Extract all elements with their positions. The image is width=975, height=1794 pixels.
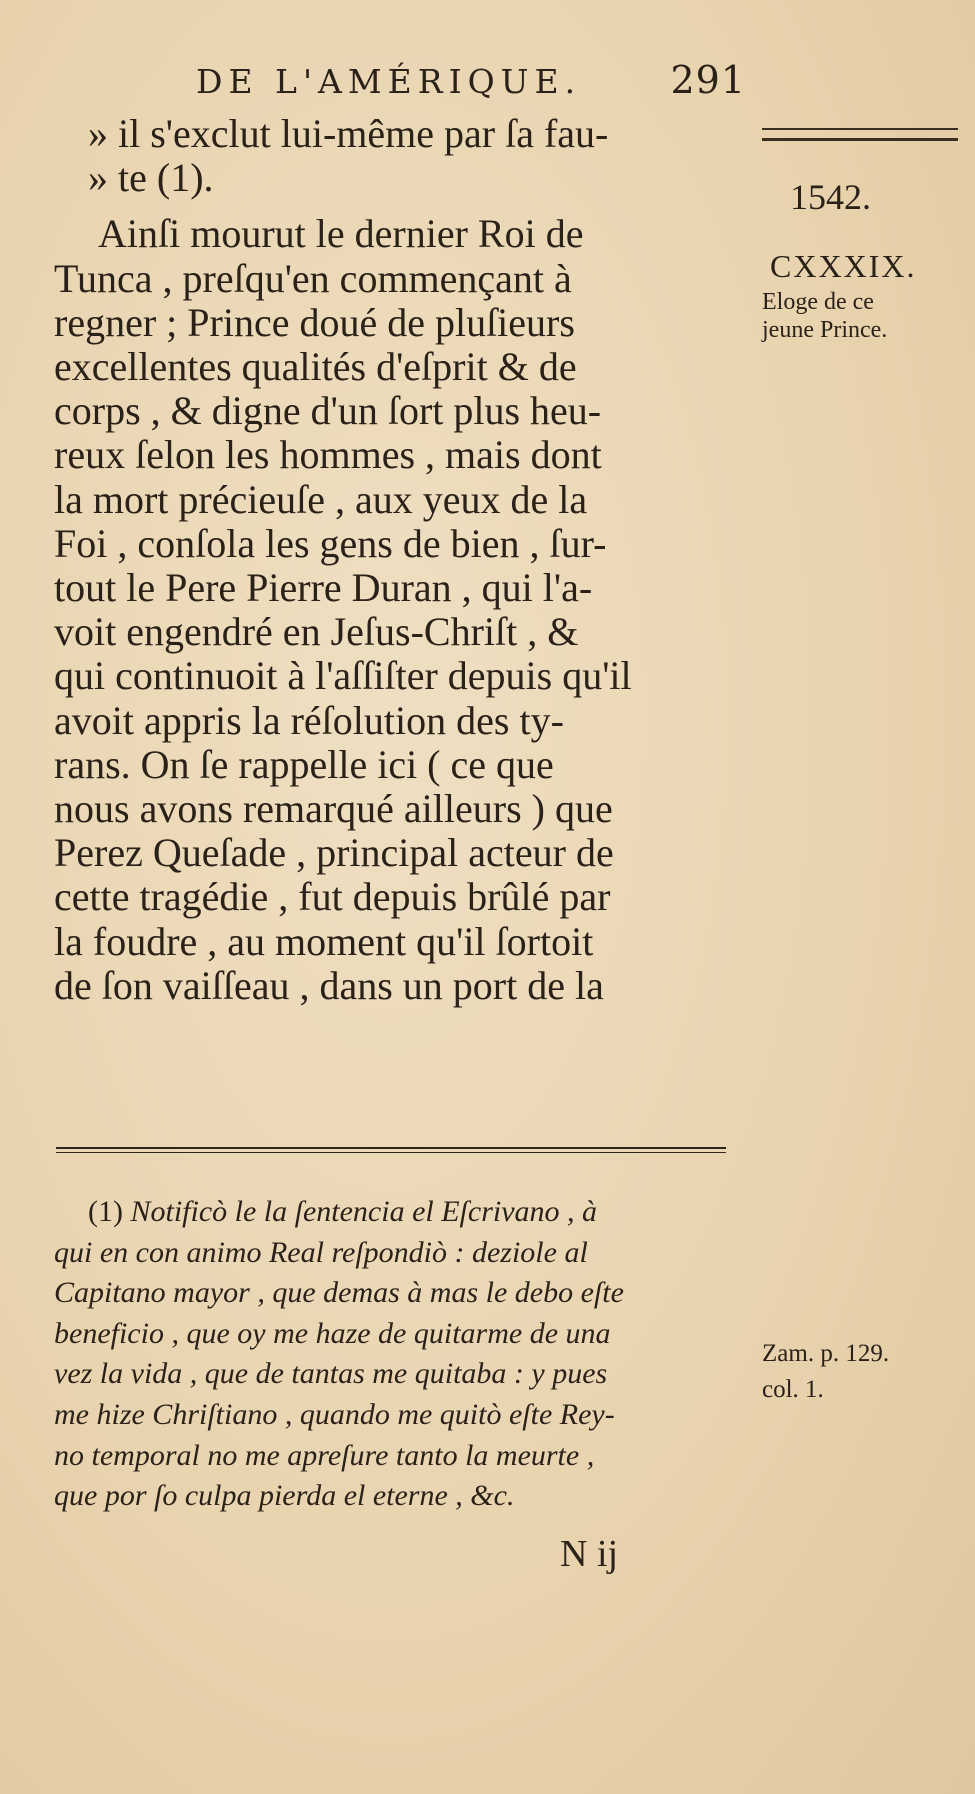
margin-note xyxy=(762,288,887,344)
body-line: excellentes qualités d'eſprit & de xyxy=(54,344,577,390)
footnote-marker: (1) xyxy=(88,1195,123,1228)
footnote-line: beneficio , que oy me haze de quitarme de una xyxy=(54,1316,611,1350)
footnote-margin-line: Zam. p. 129. xyxy=(762,1340,890,1367)
footnote-line-text: Notificò le la ſentencia el Eſcrivano , à xyxy=(130,1195,598,1228)
body-line: voit engendré en Jeſus-Chriſt , & xyxy=(54,609,579,655)
body-line: cette tragédie , fut depuis brûlé par xyxy=(54,874,611,920)
signature-mark: N ij xyxy=(560,1533,619,1575)
body-line: rans. On ſe rappelle ici ( ce que xyxy=(54,741,554,787)
page-number: 291 xyxy=(670,58,746,102)
body-line: avoit appris la réſolution des ty- xyxy=(54,697,564,743)
footnote-line: me hize Chriſtiano , quando me quitò eſte Rey- xyxy=(54,1397,615,1431)
margin-ornament-rule xyxy=(762,128,958,141)
body-line: corps , & digne d'un ſort plus heu- xyxy=(54,388,602,434)
running-header xyxy=(196,58,746,102)
margin-note-line: jeune Prince. xyxy=(762,317,888,343)
footnote-separator-rule xyxy=(56,1147,726,1153)
body-line: la foudre , au moment qu'il ſortoit xyxy=(54,918,594,964)
footnote xyxy=(54,1192,744,1517)
margin-section-number: CXXXIX. xyxy=(770,248,917,284)
body-line: nous avons remarqué ailleurs ) que xyxy=(54,786,613,832)
body-line: regner ; Prince doué de pluſieurs xyxy=(54,299,575,345)
footnote-line: no temporal no me apreſure tanto la meurte , xyxy=(54,1438,595,1472)
body-line: Foi , conſola les gens de bien , ſur- xyxy=(54,520,607,566)
footnote-line: Capitano mayor , que demas à mas le debo eſte xyxy=(54,1276,624,1310)
body-line: » te (1). xyxy=(88,155,214,201)
body-line: reux ſelon les hommes , mais dont xyxy=(54,432,602,478)
body-line: Tunca , preſqu'en commençant à xyxy=(54,255,572,301)
body-line: de ſon vaiſſeau , dans un port de la xyxy=(54,962,604,1008)
margin-year: 1542. xyxy=(790,177,871,217)
body-line: la mort précieuſe , aux yeux de la xyxy=(54,476,588,522)
body-line: Ainſi mourut le dernier Roi de xyxy=(98,211,584,257)
running-title: DE L'AMÉRIQUE. xyxy=(196,62,582,101)
footnote-line xyxy=(54,1192,744,1233)
footnote-line: qui en con animo Real reſpondiò : deziole al xyxy=(54,1235,588,1269)
footnote-line: que por ſo culpa pierda el eterne , &c. xyxy=(54,1479,515,1513)
body-line: Perez Queſade , principal acteur de xyxy=(54,830,614,876)
body-line: » il s'exclut lui-même par ſa fau- xyxy=(88,111,609,156)
body-line: tout le Pere Pierre Duran , qui l'a- xyxy=(54,565,593,611)
body-text xyxy=(54,112,744,1008)
footnote-margin-reference xyxy=(762,1336,889,1408)
footnote-line: vez la vida , que de tantas me quitaba : y pues xyxy=(54,1357,608,1391)
body-line: qui continuoit à l'aſſiſter depuis qu'il xyxy=(54,653,632,699)
footnote-margin-line: col. 1. xyxy=(762,1376,824,1403)
margin-note-line: Eloge de ce xyxy=(762,289,874,315)
